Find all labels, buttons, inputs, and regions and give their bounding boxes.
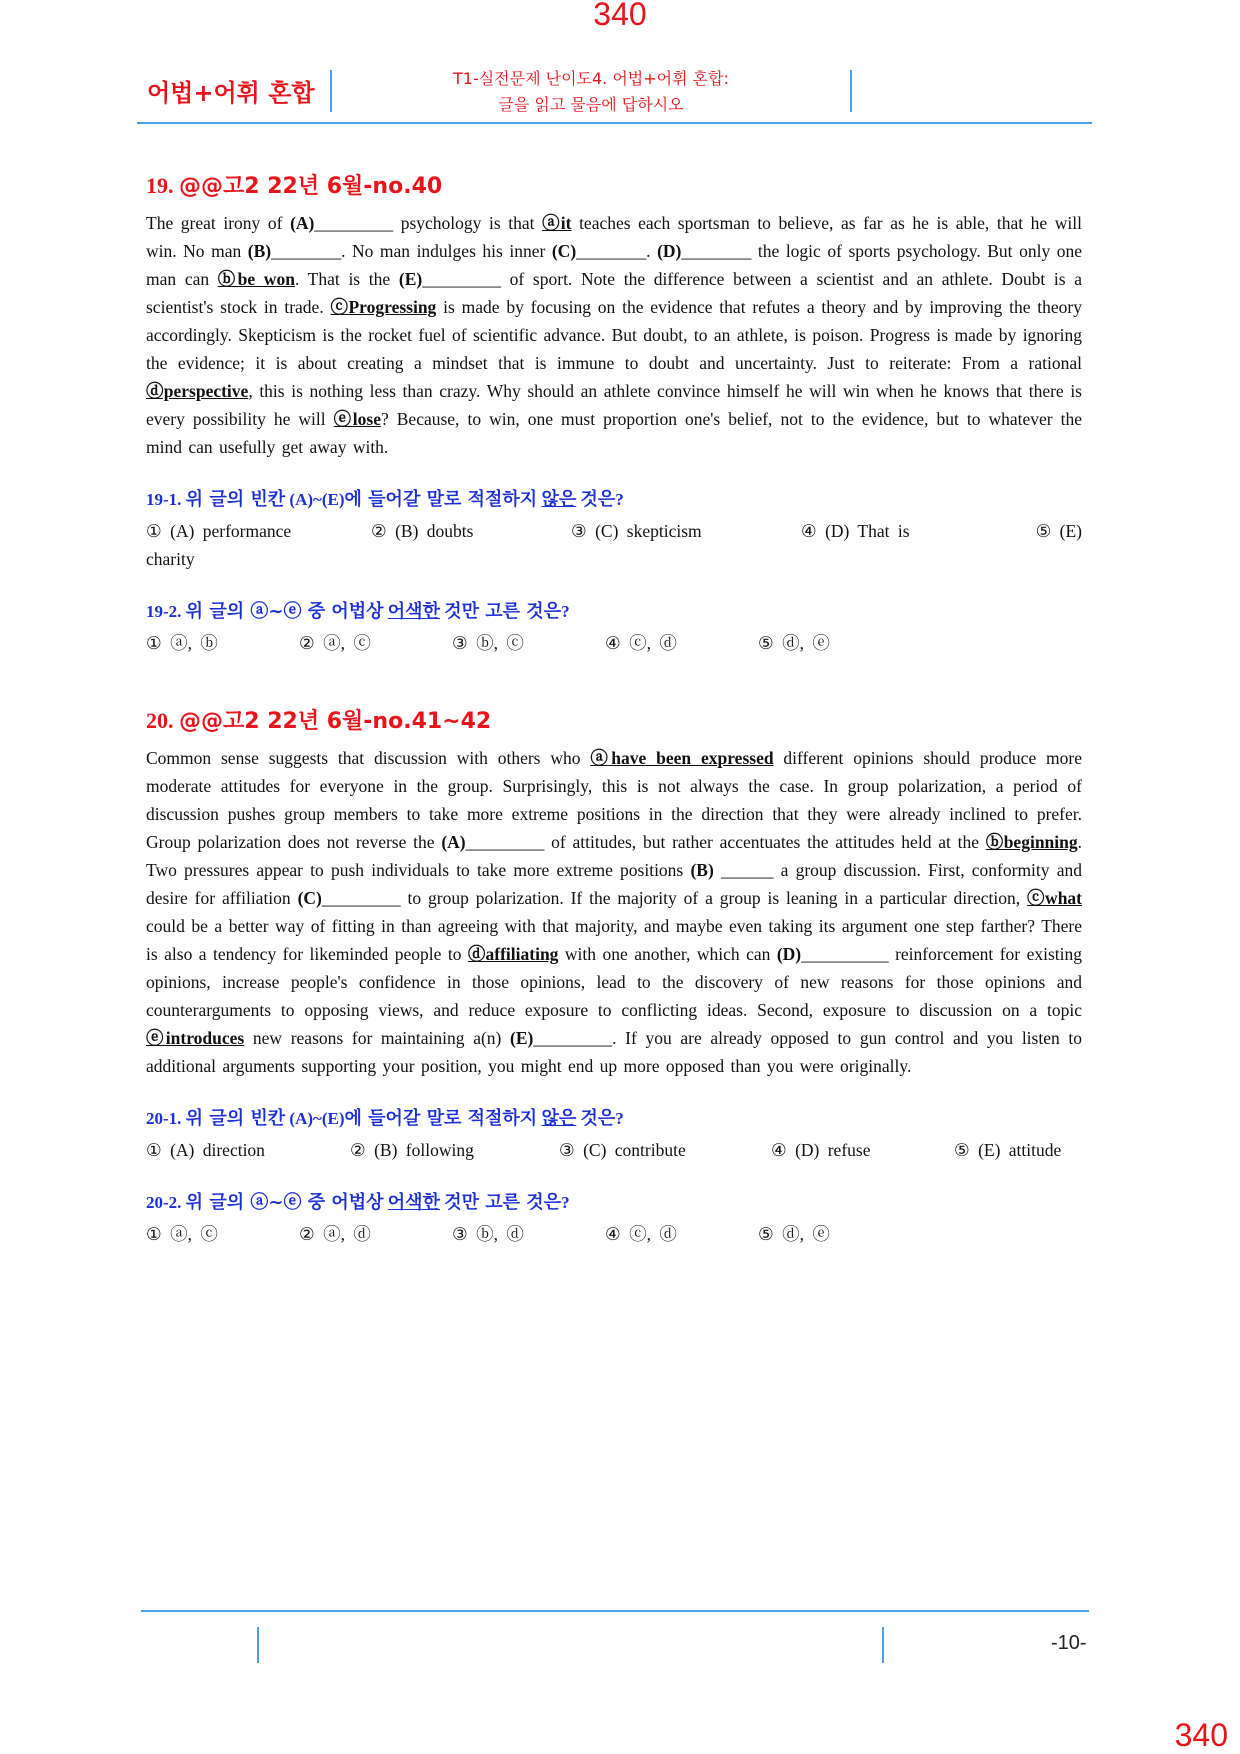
question-19-title: [146, 170, 1082, 203]
choice-5[interactable]: ⑤ (E): [1035, 521, 1082, 541]
choice-2[interactable]: ② ⓐ, ⓓ: [299, 1224, 371, 1244]
choice-5[interactable]: ⑤ ⓓ, ⓔ: [758, 633, 830, 653]
choice-1[interactable]: ① (A) direction: [146, 1140, 265, 1160]
header-divider-left: [330, 70, 332, 112]
choice-4[interactable]: ④ ⓒ, ⓓ: [605, 633, 677, 653]
prompt-range: (A)~(E): [289, 490, 345, 509]
question-20-title: [146, 705, 1082, 738]
prompt-mark: ?: [615, 490, 624, 509]
choice-3[interactable]: ③ (C) contribute: [559, 1140, 686, 1160]
sub-question-number: 20-1.: [146, 1109, 182, 1128]
choice-2[interactable]: ② (B) doubts: [371, 521, 474, 541]
page-number: -10-: [1051, 1632, 1087, 1654]
question-20-1-prompt: [146, 1104, 1082, 1134]
prompt-text: 것은: [580, 1108, 616, 1129]
prompt-text: 위 글의 빈칸: [185, 1108, 286, 1129]
question-20-2-prompt: [146, 1188, 1082, 1218]
prompt-text: 에 들어갈 말로 적절하지: [344, 489, 538, 510]
footer-rule: [141, 1610, 1089, 1612]
prompt-text: 위 글의 ⓐ~ⓔ 중 어법상: [185, 1192, 384, 1213]
choice-1[interactable]: ① ⓐ, ⓑ: [146, 633, 218, 653]
prompt-underlined: 않은: [541, 1108, 577, 1129]
question-source: @@고2 22년 6월-no.40: [179, 174, 443, 199]
question-19-passage: The great irony of (A)_________ psychology is that ⓐit teaches each sportsman to believe, as far as he is able, that he will win. No man (B)________. No man indulges his inner (C)________. (D)________ the logic of sports psychology. But only one man can ⓑbe won. That is the (E)_________ of sport. Note the difference between a scientist and an athlete. Doubt is a scientist's stock in trade. ⓒProgressing is made by focusing on the evidence that refutes a theory and by improving the theory accordingly. Skepticism is the rocket fuel of scientific advance. But doubt, to an athlete, is poison. Progress is made by ignoring the evidence; it is about creating a mindset that is immune to doubt and uncertainty. Just to reiterate: From a rational ⓓperspective, this is nothing less than crazy. Why should an athlete convince himself he will win when he knows that there is every possibility he will ⓔlose? Because, to win, one must proportion one's belief, not to the evidence, but to whatever the mind can usefully get away with.: [146, 213, 1083, 457]
question-20-1-choices: [146, 1136, 1082, 1164]
question-20-passage: Common sense suggests that discussion with others who ⓐhave been expressed different opinions should produce more moderate attitudes for everyone in the group. Surprisingly, this is not always the case. In group polarization, a period of discussion pushes group members to take more extreme positions in the direction that they were already inclined to prefer. Group polarization does not reverse the (A)_________ of attitudes, but rather accentuates the attitudes held at the ⓑbeginning. Two pressures appear to push individuals to take more extreme positions (B) ______ a group discussion. First, conformity and desire for affiliation (C)_________ to group polarization. If the majority of a group is leaning in a particular direction, ⓒwhat could be a better way of fitting in than agreeing with that majority, and maybe even taking its argument one step farther? There is also a tendency for likeminded people to ⓓaffiliating with one another, which can (D)__________ reinforcement for existing opinions, increase people's confidence in those opinions, lead to the discovery of new reasons for those opinions and counterarguments to opposing views, and reduce exposure to conflicting ideas. Second, exposure to discussion on a topic ⓔintroduces new reasons for maintaining a(n) (E)_________. If you are already opposed to gun control and you listen to additional arguments supporting your position, you might end up more opposed than you were originally.: [146, 748, 1083, 1076]
choice-5-cont: charity: [146, 549, 195, 569]
choice-1[interactable]: ① ⓐ, ⓒ: [146, 1224, 218, 1244]
question-20: [146, 705, 1082, 1248]
choice-5[interactable]: ⑤ (E) attitude: [954, 1140, 1062, 1160]
prompt-underlined: 어색한: [387, 601, 440, 622]
page-stamp-top: 340: [593, 0, 647, 32]
prompt-underlined: 않은: [541, 489, 577, 510]
header-subtitle-line2: 글을 읽고 물음에 답하시오: [498, 95, 684, 114]
prompt-text: 것은: [580, 489, 616, 510]
prompt-mark: ?: [561, 1193, 570, 1212]
prompt-text: 것만 고른 것은: [444, 1192, 562, 1213]
question-19-2-choices: [146, 629, 1082, 657]
question-19-1-prompt: [146, 485, 1082, 515]
header-subtitle: [337, 66, 845, 118]
sub-question-number: 20-2.: [146, 1193, 182, 1212]
question-19: [146, 170, 1082, 657]
question-19-1-choices: [146, 517, 1082, 573]
prompt-text: 것만 고른 것은: [444, 601, 562, 622]
choice-2[interactable]: ② ⓐ, ⓒ: [299, 633, 371, 653]
question-number: 19.: [146, 173, 174, 198]
prompt-text: 위 글의 빈칸: [185, 489, 286, 510]
prompt-underlined: 어색한: [387, 1192, 440, 1213]
footer-divider-right: [882, 1627, 884, 1663]
prompt-text: 에 들어갈 말로 적절하지: [344, 1108, 538, 1129]
question-source: @@고2 22년 6월-no.41~42: [179, 709, 492, 734]
choice-2[interactable]: ② (B) following: [350, 1140, 474, 1160]
header-subtitle-line1: T1-실전문제 난이도4. 어법+어휘 혼합:: [453, 69, 729, 88]
choice-3[interactable]: ③ (C) skepticism: [571, 521, 702, 541]
choice-5[interactable]: ⑤ ⓓ, ⓔ: [758, 1224, 830, 1244]
question-19-2-prompt: [146, 597, 1082, 627]
question-number: 20.: [146, 708, 174, 733]
header-divider-right: [850, 70, 852, 112]
choice-3[interactable]: ③ ⓑ, ⓓ: [452, 1224, 524, 1244]
page-stamp-bottom: 340: [1174, 1717, 1228, 1753]
prompt-text: 위 글의 ⓐ~ⓔ 중 어법상: [185, 601, 384, 622]
choice-3[interactable]: ③ ⓑ, ⓒ: [452, 633, 524, 653]
prompt-mark: ?: [561, 602, 570, 621]
sub-question-number: 19-2.: [146, 602, 182, 621]
prompt-range: (A)~(E): [289, 1109, 345, 1128]
choice-4[interactable]: ④ ⓒ, ⓓ: [605, 1224, 677, 1244]
prompt-mark: ?: [615, 1109, 624, 1128]
sub-question-number: 19-1.: [146, 490, 182, 509]
choice-4[interactable]: ④ (D) That is: [801, 521, 910, 541]
header-title: 어법+어휘 혼합: [147, 79, 315, 107]
main-content: [146, 170, 1082, 1248]
choice-4[interactable]: ④ (D) refuse: [771, 1140, 871, 1160]
footer-divider-left: [257, 1627, 259, 1663]
page-header: [137, 62, 1092, 124]
choice-1[interactable]: ① (A) performance: [146, 521, 292, 541]
question-20-2-choices: [146, 1220, 1082, 1248]
